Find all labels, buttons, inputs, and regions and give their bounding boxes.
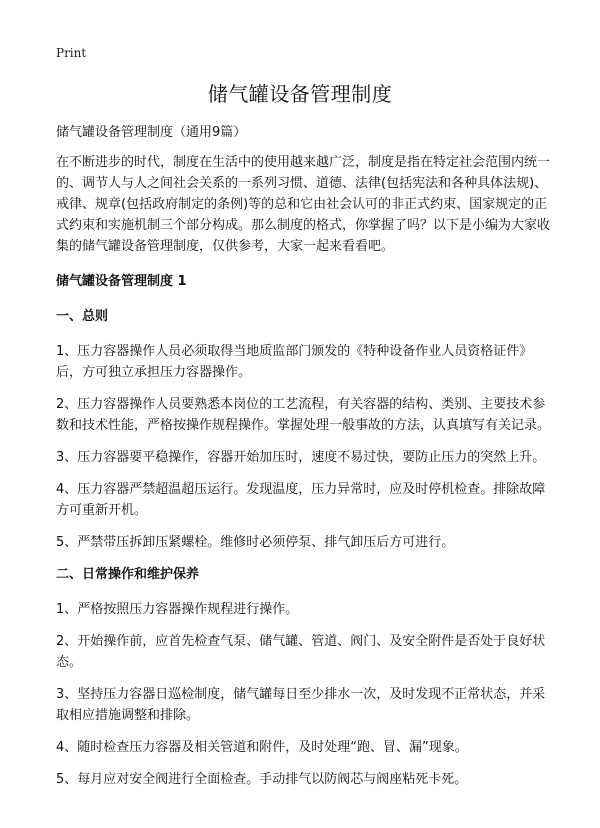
intro-paragraph: 在不断进步的时代，制度在生活中的使用越来越广泛，制度是指在特定社会范围内统一的、调节人与人之间社会关系的一系列习惯、道德、法律(包括宪法和各种具体法规)、戒律、规章(包括政府制定的条例)等的总和它由社会认可的非正式约束、国家规定的正式约束和实施机制三个部分构成。那么制度的格式，你掌握了吗？以下是小编为大家收集的储气罐设备管理制度，仅供参考，大家一起来看看吧。	[56, 155, 551, 254]
operation-item: 1、严格按照压力容器操作规程进行操作。	[56, 602, 299, 617]
operation-item: 2、开始操作前，应首先检查气泵、储气罐、管道、阀门、及安全附件是否处于良好状态。	[56, 634, 546, 670]
document-title: 储气罐设备管理制度	[207, 82, 393, 106]
section-title: 储气罐设备管理制度 1	[56, 274, 187, 289]
operation-item: 3、坚持压力容器日巡检制度，储气罐每日至少排水一次，及时发现不正常状态，并采取相应措施调整和排除。	[56, 687, 546, 723]
heading-daily-operation: 二、日常操作和维护保养	[56, 567, 200, 582]
rule-item: 5、严禁带压拆卸压紧螺栓。维修时必须停泵、排气卸压后方可进行。	[56, 535, 455, 550]
document-body	[56, 122, 552, 801]
rule-item: 2、压力容器操作人员要熟悉本岗位的工艺流程，有关容器的结构、类别、主要技术参数和技术性能，严格按操作规程操作。掌握处理一般事故的方法，认真填写有关记录。	[56, 397, 551, 433]
operation-item: 5、每月应对安全阀进行全面检查。手动排气以防阀芯与阀座粘死卡死。	[56, 772, 468, 787]
heading-general-rules: 一、总则	[56, 309, 109, 324]
rule-item: 1、压力容器操作人员必须取得当地质监部门颁发的《特种设备作业人员资格证件》后，方可独立承担压力容器操作。	[56, 344, 533, 380]
operation-item: 4、随时检查压力容器及相关管道和附件，及时处理“跑、冒、漏”现象。	[56, 740, 468, 755]
document-subtitle: 储气罐设备管理制度（通用9篇）	[56, 125, 247, 140]
rule-item: 3、压力容器要平稳操作，容器开始加压时，速度不易过快，要防止压力的突然上升。	[56, 450, 546, 465]
print-label[interactable]: Print	[56, 46, 87, 60]
rule-item: 4、压力容器严禁超温超压运行。发现温度，压力异常时，应及时停机检查。排除故障方可重新开机。	[56, 482, 546, 518]
